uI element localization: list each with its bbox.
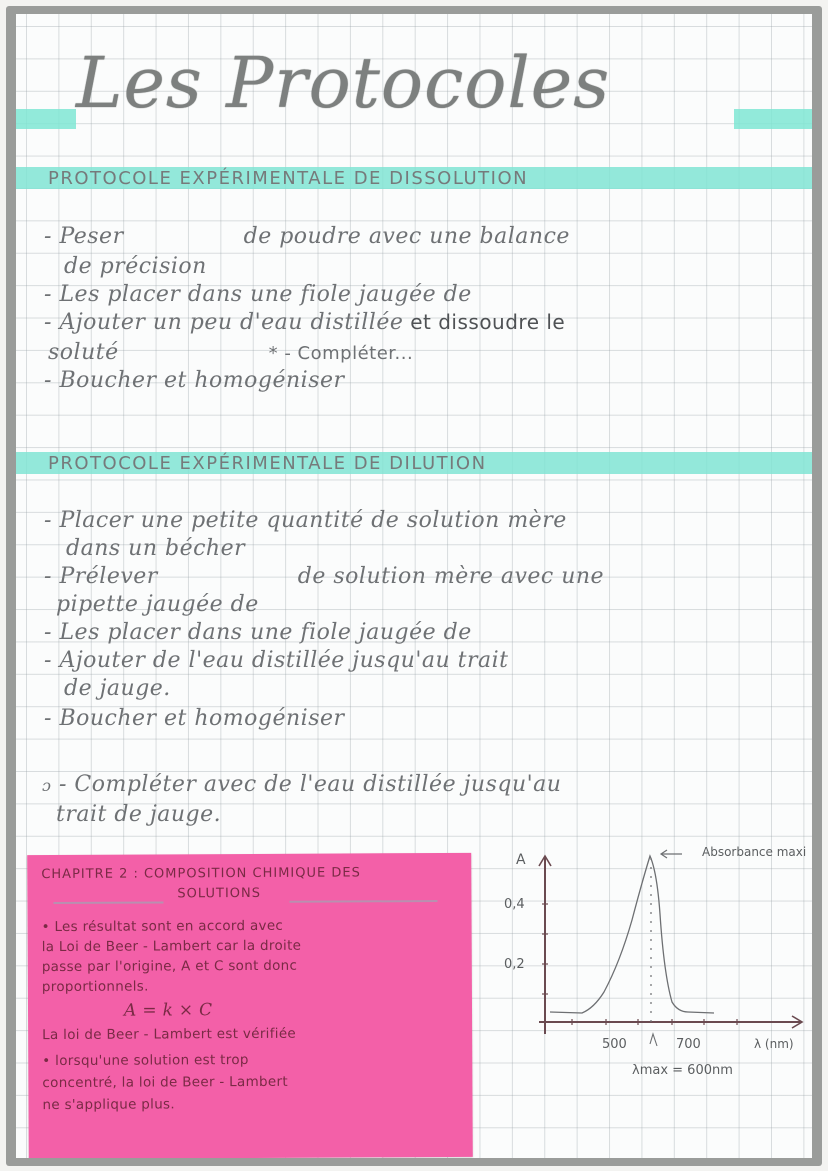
note-line: passe par l'origine, A et C sont donc bbox=[41, 957, 298, 976]
bullet: - bbox=[44, 706, 60, 731]
x-tick-500: 500 bbox=[602, 1037, 627, 1052]
dilution-step-add-water bbox=[44, 648, 509, 673]
bullet: - bbox=[44, 224, 60, 249]
dilution-heading: PROTOCOLE EXPÉRIMENTALE DE DILUTION bbox=[48, 453, 487, 474]
note-heading-line2: SOLUTIONS bbox=[177, 885, 262, 902]
note-line: ne s'applique plus. bbox=[42, 1096, 175, 1114]
dissolution-step-place bbox=[44, 282, 472, 307]
dissolution-step-weigh-cont: de précision bbox=[64, 254, 207, 279]
absorbance-max-annotation: Absorbance maxi bbox=[702, 845, 807, 859]
bullet: - bbox=[44, 564, 60, 589]
dilution-footnote-line2: trait de jauge. bbox=[56, 802, 222, 827]
absorbance-curve bbox=[550, 856, 714, 1013]
step-text: Boucher et homogéniser bbox=[59, 368, 345, 393]
footnote-text: - Compléter avec de l'eau distillée jusqu'au bbox=[58, 772, 562, 797]
page-title: Les Protocoles bbox=[76, 42, 611, 124]
step-text-added: et dissoudre le bbox=[403, 310, 566, 334]
step-text: soluté bbox=[48, 340, 119, 365]
heading-underline-left bbox=[53, 901, 163, 904]
footnote-marker: ɔ bbox=[42, 776, 52, 795]
lambda-max-annotation: λmax = 600nm bbox=[632, 1063, 733, 1078]
beer-lambert-formula: A = k × C bbox=[123, 1000, 213, 1021]
step-text: Placer une petite quantité de solution mère bbox=[59, 508, 567, 533]
title-highlight-right bbox=[734, 109, 812, 129]
dilution-step-withdraw bbox=[44, 564, 604, 589]
step-text: Peser bbox=[59, 224, 124, 249]
complete-annotation: * - Compléter... bbox=[268, 343, 414, 364]
step-text: Prélever bbox=[59, 564, 158, 589]
dissolution-step-weigh bbox=[44, 224, 570, 249]
dilution-step-place-beaker bbox=[44, 508, 567, 533]
note-line: • Les résultat sont en accord avec bbox=[41, 917, 284, 936]
x-tick-700: 700 bbox=[676, 1037, 701, 1052]
note-line: • lorsqu'une solution est trop bbox=[42, 1052, 249, 1070]
dilution-step-add-water-cont: de jauge. bbox=[64, 676, 171, 701]
title-highlight-left bbox=[16, 109, 76, 129]
heading-underline-right bbox=[289, 900, 437, 903]
y-tick-0-4: 0,4 bbox=[504, 897, 525, 912]
dissolution-step-solute bbox=[48, 340, 413, 365]
dissolution-heading: PROTOCOLE EXPÉRIMENTALE DE DISSOLUTION bbox=[48, 168, 529, 189]
absorbance-spectrum-chart bbox=[492, 834, 812, 1114]
step-text-cont: de solution mère avec une bbox=[297, 564, 605, 589]
y-tick-0-2: 0,2 bbox=[504, 957, 525, 972]
bullet: - bbox=[44, 368, 60, 393]
notebook-page bbox=[16, 14, 812, 1158]
dilution-step-withdraw-cont: pipette jaugée de bbox=[56, 592, 259, 617]
step-text: Ajouter un peu d'eau distillée bbox=[59, 310, 404, 335]
step-text-cont: de poudre avec une balance bbox=[243, 224, 570, 249]
y-axis-label: A bbox=[516, 852, 526, 868]
bullet: - bbox=[44, 648, 60, 673]
bullet: - bbox=[44, 282, 60, 307]
dissolution-step-stopper bbox=[44, 368, 345, 393]
note-heading-line1: CHAPITRE 2 : COMPOSITION CHIMIQUE DES bbox=[41, 865, 361, 883]
dilution-step-stopper bbox=[44, 706, 345, 731]
dilution-footnote-line1 bbox=[42, 772, 561, 797]
note-line: proportionnels. bbox=[41, 978, 149, 996]
sticky-note bbox=[27, 853, 473, 1158]
note-conclusion: La loi de Beer - Lambert est vérifiée bbox=[42, 1025, 297, 1044]
note-line: concentré, la loi de Beer - Lambert bbox=[42, 1073, 288, 1092]
step-text: Les placer dans une fiole jaugée de bbox=[59, 620, 472, 645]
bullet: - bbox=[44, 310, 60, 335]
dissolution-step-add-water bbox=[44, 310, 565, 335]
step-text: Ajouter de l'eau distillée jusqu'au trait bbox=[59, 648, 509, 673]
dilution-step-place-beaker-cont: dans un bécher bbox=[66, 536, 246, 561]
arrow-up-icon bbox=[650, 1034, 657, 1046]
note-line: la Loi de Beer - Lambert car la droite bbox=[41, 937, 302, 956]
step-text: Les placer dans une fiole jaugée de bbox=[59, 282, 472, 307]
bullet: - bbox=[44, 508, 60, 533]
bullet: - bbox=[44, 620, 60, 645]
step-text: Boucher et homogéniser bbox=[59, 706, 345, 731]
dilution-step-flask bbox=[44, 620, 472, 645]
x-axis-label: λ (nm) bbox=[754, 1037, 794, 1051]
